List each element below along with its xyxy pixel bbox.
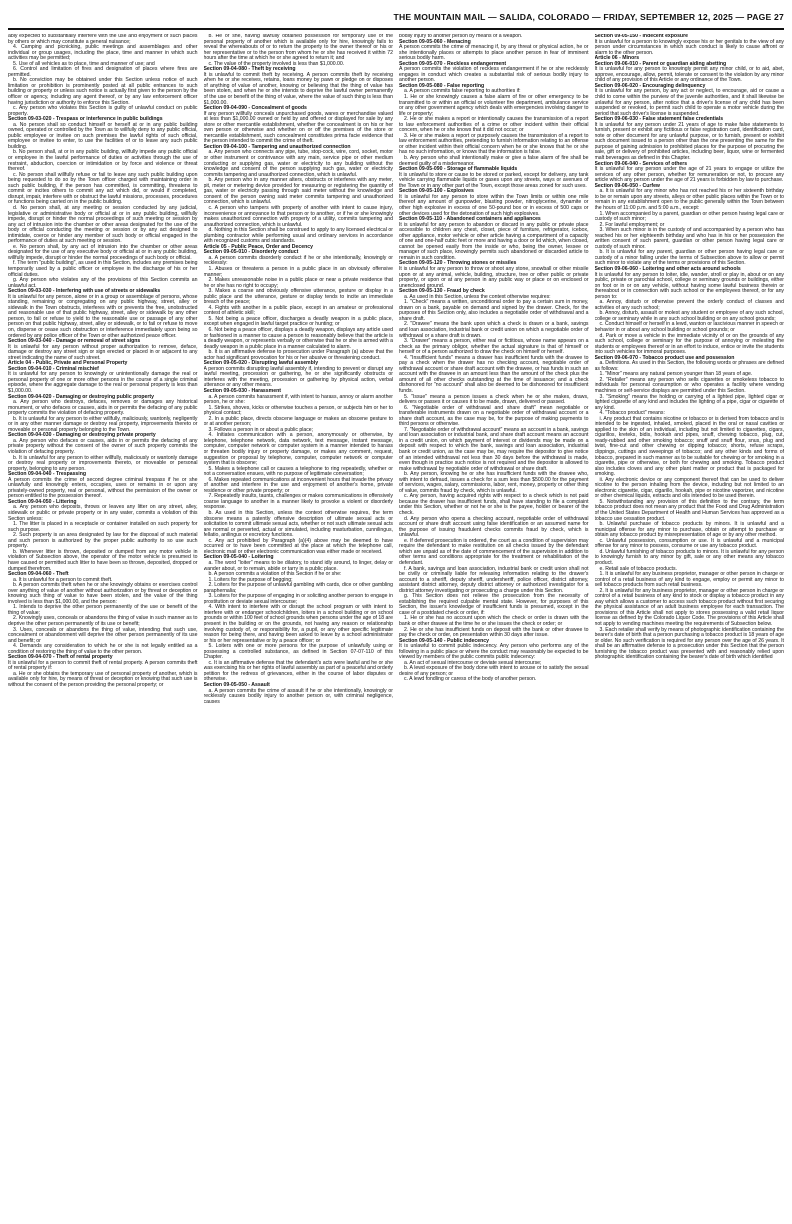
- paragraph: a. It is unlawful for a person to commit theft.: [13, 576, 113, 583]
- paragraph: 3. He or she makes a report or purposely causes the transmission of a report to law enforcement authorities, pretending to furnish information relating to an offense or other incident within their official concern when he or she knows that he or she has no such information, or knows that the information is false.: [399, 132, 589, 156]
- paragraph: a. Any person who deposits, throws or leaves any litter on any street, alley, sidewalk or public or private property or in any water, commits a violation of this Section unless:: [8, 504, 198, 522]
- section-heading: Section 09-05-150 - Indecent exposure: [594, 34, 688, 39]
- paragraph: c. Conduct himself or herself in a lewd, wanton or lascivious manner in speech or behavior in or about any school building or school grounds; or: [594, 321, 784, 333]
- paragraph: c. Any person who violates this Section is guilty of unlawful conduct on public property.: [8, 105, 198, 117]
- paragraph: a. Any person who connects any pipe, tube, stop-cock, wire, cord, socket, motor or other instrument or contrivance with any main, service pipe or other medium conducting or supplying gas, water or electricity to any building without the knowledge and consent of the person supplying such gas, water or electricity commits tampering and unauthorized connection, which is unlawful.: [203, 149, 393, 178]
- paragraph: It is unlawful for a person to commit theft of rental property. A person commits theft of rental property if:: [8, 659, 198, 672]
- paragraph: 1. It is unlawful for any business proprietor, manager or other person in charge or control of a retail business of any kind to engage, employ or permit any minor to sell tobacco products from such retail business.: [594, 571, 784, 589]
- paragraph: 6. Makes repeated communications at inconvenient hours that invade the privacy of another and interfere in the use and enjoyment of another's home, private residence or other private property; or: [203, 476, 393, 494]
- paragraph: c. Any person, having acquired rights with respect to a check which is not paid because the drawer has insufficient funds, shall have standing to file a complaint under this Section, whether or not he or she is the payee, holder or bearer of the check.: [399, 493, 589, 517]
- paragraph: g. This Section does not relieve the prosecution from the necessity of establishing the required culpable mental state. However, for purposes of this Section, the issuer's knowledge of insufficient funds is presumed, except in the case of a postdated check or order, if:: [399, 593, 589, 616]
- section-heading: Section 09-05-090 - Storage of flammable liquids: [399, 166, 518, 173]
- paragraph: It is unlawful for any person, by any act or neglect, to encourage, aid or cause a child to come within the purview of the juvenile authorities, and it shall likewise be unlawful for any person, after notice that a driver's license of any child has been suspended or revoked, to permit such child to operate a motor vehicle during the period that such driver's license is suspended.: [594, 88, 784, 117]
- paragraph: 5. Loiters with one or more persons for the purpose of unlawfully using or possessing a controlled substance, as defined in Section 07-07-110 of this Chapter.: [203, 643, 393, 661]
- section-heading: Section 09-04-030 - Damaging or destroying private property: [8, 432, 156, 439]
- page-header: [8, 6, 784, 30]
- paragraph: b. It is unlawful for any person to either willfully, maliciously, wantonly, negligently or in any other manner damage or destroy real property, improvements thereto or moveable or personal property belonging to the Town.: [8, 415, 198, 433]
- paragraph: 1. The litter is placed in a receptacle or container installed on such property for such purpose.: [8, 521, 198, 533]
- paragraph: a. Any person who destroys, defaces, removes or damages any historical monument, or who defaces or causes, aids in or permits the defacing of any public property commits the violation of defacing property.: [8, 399, 198, 417]
- section-heading: Section 09-05-100 - Explosives: [399, 188, 474, 195]
- paragraph: It is unlawful for any person to abandon or discard in any public or private place accessible to children any chest, closet, piece of furniture, refrigerator, icebox, other appliance, motor vehicle or other article having a compartment of a capacity of one and one-half cubic feet or more and having a door or lid which, when closed, cannot be opened easily from the inside or who, being the owner, lessee or manager of such place, knowingly permits such abandoned or discarded article to remain in such condition.: [399, 221, 589, 261]
- paragraph: It is unlawful for any person under 21 years of age to make false statements to furnish, present or exhibit any fictitious or false registration card, identification card, note or other document for any unlawful purpose, or to furnish, present or exhibit such document issued to a person other than the one presenting the same for the purpose of gaining admission to prohibited places for the purpose of procuring the sale, gift or delivery of prohibited articles, including beer, liquor, wine or fermented malt beverages as defined in this Chapter.: [594, 121, 784, 162]
- column-1: [8, 34, 198, 1216]
- paragraph: 5. Not being a peace officer, discharges a deadly weapon in a public place, except when engaged in lawful target practice or hunting; or: [203, 315, 393, 328]
- paragraph: 1. He or she has no account upon which the check or order is drawn with the bank or other drawee at the time he or she issues the check or order; or: [399, 615, 589, 627]
- section-heading: Section 09-05-140 - Public indecency: [399, 637, 489, 644]
- section-heading: Section 09-05-110 - Abandoned containers and appliances: [399, 216, 541, 223]
- paragraph: It is unlawful for any person to throw or shoot any stone, snowball or other missile upon or at any animal, vehicle, building, structure, tree or other public or private property, or upon or at any person in any public way or place or on enclosed or unenclosed ground.: [399, 265, 589, 289]
- section-heading: Section 09-06-060 - Loitering and other acts around schools: [594, 265, 741, 272]
- section-heading: Section 09-05-010 - Disorderly conduct: [203, 249, 299, 256]
- section-heading: Section 09-03-030 - Interfering with use of streets or sidewalks: [8, 288, 161, 295]
- paragraph: It is unlawful for any person, alone or in a group or assemblage of persons, whose standing, remaining or congregating on any public highway, street, alley or sidewalk in the Town obstructs, interferes with or prevents the free, unobstructed and reasonable use of that public highway, street, alley or sidewalk by any other person, to fail or refuse to yield to the reasonable use or passage of any other person on that public highway, street, alley or sidewalk, or to fail or refuse to move on, disperse or cease such obstruction or interference immediately upon being so ordered by any police officer of the Town or other authorized peace officer.: [8, 293, 198, 339]
- paragraph: a. An act of sexual intercourse or deviate sexual intercourse;: [404, 659, 542, 666]
- section-heading: Section 09-06-030 - False statement false credentials: [594, 116, 724, 123]
- paragraph: c. Unlawful possession, consumption or use. It is unlawful and a municipal offense for any minor to possess, consume or use any tobacco product.: [594, 537, 784, 550]
- paragraph: 4. Camping and picnicking, public meetings and assemblages and other individual or group usages, including the place, time and manner in which such activities may be permitted;: [8, 44, 198, 62]
- paragraph: It is unlawful for any person to loiter, idle, wander, stroll or play in, about or on any public, private or parochial school, college or seminary grounds or buildings, either on foot or in or on any vehicle, without having some lawful business therein or thereabout or in connection with such school or the employees thereof, or for any person to:: [594, 271, 784, 300]
- paragraph: ii. Any electronic device or any component thereof that can be used to deliver nicotine to the person inhaling from the device, including but not limited to an electronic cigarette, cigar, cigarillo, hookah, pipe or nicotine vaporizer, and nicotine or other chemical liquids, extracts and oils intended to be used therein.: [594, 476, 784, 500]
- paragraph: 6. Not being a peace officer, displays a deadly weapon, displays any article used or fashioned in a manner to cause a person to reasonably believe that the article is a deadly weapon, or represents verbally or otherwise that he or she is armed with a deadly weapon in a public place in a manner calculated to alarm.: [203, 326, 393, 350]
- section-heading: Section 09-03-020 - Trespass or interference in public buildings: [8, 116, 163, 123]
- paragraph: a. The word "loiter" means to be dilatory, to stand idly around, to linger, delay or wander about, or to remain, abide or tarry in a public place.: [203, 559, 393, 572]
- paragraph: d. Unlawful furnishing of tobacco products to minors. It is unlawful for any person to knowingly furnish to any minor by gift, sale or any other means any tobacco product.: [594, 548, 784, 566]
- section-heading: Section 09-04-090 - Concealment of goods: [203, 105, 307, 112]
- paragraph: 1. "Check" means a written, unconditional order to pay a certain sum in money, drawn on a bank, payable on demand and signed by the drawer. Check, for the purposes of this Section only, also includes a negotiable order of withdrawal and a share draft.: [399, 299, 589, 322]
- paragraph: It is unlawful for any person to knowingly or unintentionally damage the real or personal property of one or more other persons in the course of a single criminal episode, where the aggregate damage to the real or personal property is less than $1,000.00.: [8, 371, 198, 394]
- section-heading: Section 09-04-070 - Theft of rental property: [8, 654, 113, 661]
- paragraph: It is unlawful for any person under the age of 21 years to engage or utilize the services of any other person, whether for remuneration or not, to procure any article which any person under the age of 21 years is forbidden by law to purchase.: [594, 166, 784, 184]
- paragraph: 2. "Drawee" means the bank upon which a check is drawn or a bank, savings and loan association, industrial bank or credit union on which a negotiable order of withdrawal or a share draft is drawn.: [399, 321, 589, 339]
- paragraph: It is unlawful to commit public indecency. Any person who performs any of the following in a public place or where the conduct may reasonably be expected to be viewed by members of the public commits public indecency:: [399, 643, 589, 661]
- paragraph: 5. Use of all vehicles as to place, time and manner of use; and: [13, 60, 155, 67]
- paragraph: b. A lewd exposure of the body done with intent to arouse or to satisfy the sexual desire of any person; or: [399, 665, 589, 677]
- paragraph: 6. "Negotiable order of withdrawal and share draft" mean negotiable or transferable instruments drawn on a negotiable order of withdrawal account or a share draft account, as the case may be, for the purpose of making payments to third persons or otherwise.: [399, 404, 589, 428]
- paragraph: a. Any person who defaces or causes, aids in or permits the defacing of any private property without the consent of the owner of such property commits the violation of defacing property.: [8, 437, 198, 456]
- paragraph: It is unlawful for any person to knowingly permit any minor child, or to aid, abet, approve, encourage, allow, permit, tolerate or consent to the violation by any minor child of any provision of this Article or any ordinance of the Town.: [594, 66, 784, 84]
- paragraph: b. Unlawful purchase of tobacco products by minors. It is unlawful and a municipal offense for any minor to purchase, obtain or attempt to purchase or obtain any tobacco product by misrepresentation of age or by any other method.: [594, 521, 784, 539]
- column-4: [595, 34, 785, 1216]
- paragraph: A person commits the crime of menacing if, by any threat or physical action, he or she intentionally places or attempts to place another person in fear of imminent serious bodily harm.: [399, 44, 589, 62]
- section-heading: Article 05 - Public Peace, Order and Decency: [203, 243, 313, 250]
- paragraph: f. The term "public building", as used in this Section, includes any premises being temporarily used by a public officer or employee in the discharge of his or her official duties.: [8, 260, 198, 278]
- section-heading: Section 09-04-060 - Theft: [8, 571, 69, 578]
- paragraph: bodily injury to another person by means of a weapon.: [399, 34, 523, 39]
- paragraph: 2. Makes unreasonable noise in a public place or near a private residence that he or she has no right to occupy;: [203, 277, 393, 289]
- paragraph: b. He or she, having lawfully obtained possession for temporary use of the personal property of another which is available only for hire, knowingly fails to reveal the whereabouts of or to return the property to the owner thereof or his or her representative or to the person from whom he or she has received it within 72 hours after the time at which he or she agreed to return it; and: [203, 34, 393, 62]
- paragraph: 2. It is unlawful for any business proprietor, manager or other person in charge or control of a retail business of any kind to stock or display a tobacco product in any way which allows a customer to access such tobacco product without first securing the physical assistance of an adult business employee for each transaction. The provisions of this Article shall not apply to stores possessing a valid retail liquor license as defined by the Colorado Liquor Code. The provisions of this Article shall not apply to vending machines meeting the requirements of Subsection below.: [594, 587, 784, 627]
- paragraph: 4. Initiates communication with a person, anonymously or otherwise, by telephone, telephone network, data network, text message, instant message, computer, computer network or computer system in a manner intended to harass or threaten bodily injury or property damage, or makes any comment, request, suggestion or proposal by telephone, computer, computer network or computer system that is obscene;: [203, 432, 393, 467]
- paragraph: e. If deferred prosecution is ordered, the court as a condition of supervision may require the defendant to make restitution on all checks issued by the defendant which are unpaid as of the date of commencement of the supervision in addition to other terms and conditions appropriate for the treatment or rehabilitation of the defendant.: [399, 537, 589, 566]
- paragraph: 4. "Tobacco product" means:: [599, 410, 665, 417]
- section-heading: Section 09-05-060 - Menacing: [399, 38, 471, 45]
- paragraph: 3. When such minor is in the custody of and accompanied by a person who has reached his or her eighteenth birthday and who has in his or her possession the written consent of such parent, guardian or other person having legal care or custody of such minor.: [594, 227, 784, 250]
- section-heading: Section 09-06-070 - Tobacco product use and possession: [594, 354, 735, 361]
- paragraph: f. A bank, savings and loan association, industrial bank or credit union shall not be civilly or criminally liable for releasing information relating to the drawer's account to a sheriff, deputy sheriff, undersheriff, police officer, district attorney, assistant district attorney, deputy district attorney or authorized investigator for a district attorney investigating or prosecuting a charge under this Section.: [399, 565, 589, 594]
- paragraph: a. He or she obtains the temporary use of personal property of another, which is available only for hire, by means of threat or deception or knowing that such use is without the consent of the person providing the personal property; or: [8, 670, 198, 688]
- paragraph: b. It is unlawful for any parent, guardian or other person having legal care or custody of a minor falling under the terms of Subsection above to allow or permit such minor to violate any of the terms or provisions of this Section.: [594, 249, 784, 267]
- paragraph: a. A person commits harassment if, with intent to harass, annoy or alarm another person, he or she:: [203, 393, 393, 406]
- paragraph: 7. Repeatedly insults, taunts, challenges or makes communications in offensively coarse language to another in a manner likely to provoke a violent or disorderly response.: [203, 493, 393, 511]
- section-heading: Section 09-05-020 - Disrupting lawful assembly: [203, 360, 319, 367]
- section-heading: Section 09-04-040 - Trespassing: [8, 471, 87, 478]
- paragraph: 2. Such property is an area designated by law for the disposal of such material and such person is authorized by the proper public authority to so use such property.: [8, 532, 198, 550]
- section-heading: Section 09-04-050 - Littering: [8, 498, 77, 505]
- section-heading: Section 09-05-120 - Throwing stones or missiles: [399, 260, 517, 267]
- paragraph: g. Any person who violates any of the provisions of this Section commits an unlawful act.: [8, 277, 198, 289]
- paragraph: 1. "Minor" means any natural person younger than 18 years of age.: [599, 371, 753, 378]
- paragraph: d. Nothing in this Section shall be construed to apply to any licensed electrical or plumbing contractor while performing usual and ordinary services in accordance with recognized customs and standards.: [203, 227, 393, 245]
- paragraph: b. No conviction may be obtained under this Section unless notice of such limitation or prohibition is prominently posted at all public entrances to such building or property or unless such notice is actually first given to the person by the officer or agency, including any agent thereof, or by any law enforcement officer having jurisdiction or authority to enforce this Section.: [8, 77, 198, 106]
- section-heading: Section 09-06-010 - Parent or guardian aiding abetting: [594, 60, 727, 67]
- section-heading: Section 09-03-040 - Damage or removal of street signs: [8, 338, 141, 345]
- paragraph: If any person willfully conceals unpurchased goods, wares or merchandise valued at less than $1,000.00 owned or held by and offered or displayed for sale by any store or other mercantile establishment, whether the concealment is on his or her own person or otherwise and whether on or off the premises of the store or mercantile establishment, such concealment constitutes prima facie evidence that the person intended to commit the crime of theft.: [203, 110, 393, 145]
- paragraph: It is unlawful for a person to knowingly expose his or her genitals to the view of any person under circumstances in which such conduct is likely to cause affront or alarm to the other person.: [594, 38, 784, 56]
- paragraph: b. Any person who in any manner alters, obstructs or interferes with any meter, pit, meter or metering device provided for measuring or registering the quantity of gas, water or electricity passing through said meter without the knowledge and consent of the person owning said meter commits tampering and unauthorized connection, which is unlawful.: [203, 177, 393, 206]
- paragraph: 6. Control and limitation of fires and designation of places where fires are permitted.: [8, 66, 198, 78]
- paragraph: 4. Fights with another in a public place, except in an amateur or professional contest of athletic skill;: [203, 304, 393, 317]
- paragraph: 5. Makes a telephone call or causes a telephone to ring repeatedly, whether or not a conversation ensues, with no purpose of legitimate conversation;: [203, 465, 393, 478]
- paragraph: A person commits the violation of reckless endangerment if he or she recklessly engages in conduct which creates a substantial risk of serious bodily injury to another person.: [399, 66, 589, 84]
- section-heading: Article 06 - Minors: [594, 55, 640, 62]
- paragraph: 2. "Retailer" means any person who sells cigarettes or smokeless tobacco to individuals for personal consumption or who operates a facility where vending machines or self-service displays are permitted under this Section.: [594, 376, 784, 394]
- paragraph: b. As used in this Section, unless the context otherwise requires, the term obscene means a patently offensive description of ultimate sexual acts or solicitation to commit ultimate sexual acts, whether or not such ultimate sexual acts are normal or perverted, actual or simulated, including masturbation, cunnilingus, fellatio, anilingus or excretory functions.: [203, 510, 393, 539]
- paragraph: c. No person shall willfully refuse or fail to leave any such public building upon being requested to do so by the Town officer charged with maintaining order in such public building, if the person has committed, is committing, threatens to commit or incites others to commit any act which did, or would if completed, disrupt, impair, interfere with or obstruct the lawful missions, processes, procedures or functions being carried on in the public building.: [8, 171, 198, 206]
- paragraph: a. It is unlawful for any minor who has not reached his or her sixteenth birthday to be or remain upon any streets, alleys or other public places within the Town or to remain in any establishment open to the public generally within the Town between the hours of 11:00 p.m. and 5:00 a.m., except:: [594, 188, 784, 211]
- paragraph: 3. Loiters for the purpose of engaging in or soliciting another person to engage in prostitution or deviate sexual intercourse;: [203, 593, 393, 605]
- section-heading: Section 09-05-130 - Fraud by check: [399, 288, 485, 295]
- paragraph: ably expected to substantially interfere with the use and enjoyment of such places by others or which may constitute a general nuisance;: [8, 34, 198, 45]
- section-heading: Article 04 - Public, Private and Personal Property: [8, 360, 128, 367]
- paragraph: c. A lewd fondling or caress of the body of another person.: [404, 676, 537, 683]
- paragraph: b. A person commits theft when he or she knowingly obtains or exercises control over anything of value of another without authorization or by threat or deception or knowing such thing of value to have been stolen, and the value of the thing involved is less than $1,000.00, and the person:: [8, 582, 198, 605]
- column-2: [204, 34, 394, 1216]
- paragraph: It is unlawful for any person without proper authorization to remove, deface, damage or destroy any street sign or sign erected or placed in or adjacent to any street indicating the name of such street.: [8, 343, 198, 361]
- paragraph: 2. Loiters for the purpose of unlawful gambling with cards, dice or other gambling paraphernalia;: [203, 582, 393, 594]
- paragraph: b. Whenever litter is thrown, deposited or dumped from any motor vehicle in violation of Subsection above, the operator of the motor vehicle is presumed to have caused or permitted such litter to have been so thrown, deposited, dropped or dumped therefrom.: [8, 548, 198, 572]
- paragraph: a. Definitions. As used in this Section, the following words or phrases are defined as follows:: [594, 360, 784, 372]
- paragraph: b. Annoy, disturb, assault or molest any student or employee of any such school, college or seminary while in any such school building or on any school grounds;: [594, 310, 784, 322]
- paragraph: a. As used in this Section, unless the context otherwise requires:: [404, 293, 551, 300]
- paragraph: 3. Makes a coarse and obviously offensive utterance, gesture or display in a public place and the utterance, gesture or display tends to incite an immediate breach of the peace;: [203, 288, 393, 306]
- paragraph: a. No person shall so conduct himself or herself at or in any public building owned, operated or controlled by the Town as to willfully deny to any public official, public employee or invitee on such premises the lawful rights of such official, employee or invitee to enter, to use the facilities of or to leave any such public building.: [8, 121, 198, 150]
- paragraph: a. A person commits disorderly conduct if he or she intentionally, knowingly or recklessly:: [203, 254, 393, 267]
- paragraph: 4. Demands any consideration to which he or she is not legally entitled as a condition of restoring the thing of value to the other person.: [8, 643, 198, 655]
- paragraph: 5. "Issue" means a person issues a check when he or she makes, draws, delivers or passes it or causes it to be made, drawn, delivered or passed.: [399, 393, 589, 406]
- paragraph: 2. He or she has insufficient funds on deposit with the bank or other drawee to pay the check or order, on presentation within 30 days after issue.: [399, 626, 589, 639]
- paragraph: b. It is unlawful for any person to either willfully, maliciously or wantonly damage or destroy real property or improvements thereto, or moveable or personal property, belonging to any person.: [8, 454, 198, 472]
- paragraph: i. Any product that contains nicotine or tobacco or is derived from tobacco and is intended to be ingested, inhaled, smoked, placed in the oral or nasal cavities or applied to the skin of an individual, including but not limited to cigarettes, cigars, cigarillos, kreteks, bidis, hookah and pipes, snuff, chewing tobacco, plug, cut, ready-rubbed and other smoking tobacco; snuff and snuff flour, snus, plug and twist, fine-cut and other chewing or dipping tobacco; shorts, refuse scraps, clippings, cuttings and sweepings of tobacco; and any other kinds and forms of tobacco, prepared in such manner as to be suitable for chewing or for smoking in a cigarette, pipe or otherwise, or both for chewing and smoking. Tobacco product also includes cloves and any other plant matter or product that is packaged for smoking.: [594, 415, 784, 478]
- paragraph: e. Retail sale of tobacco products.: [599, 565, 677, 572]
- section-heading: Section 09-05-080 - False reporting: [399, 82, 485, 89]
- section-heading: Section 09-04-020 - Damaging or destroying public property: [8, 393, 154, 400]
- section-heading: Section 09-06-050 - Curfew: [594, 182, 660, 189]
- paragraph: 2. For lawful employment; or: [599, 221, 665, 228]
- section-heading: Section 09-06-020 - Encouraging delinquency: [594, 82, 706, 89]
- paragraph: 5. Notwithstanding any provision of this definition to the contrary, the term tobacco product does not mean any product that the Food and Drug Administration of the United States Department of Health and Human Services has approved as a tobacco use cessation product.: [594, 498, 784, 522]
- paragraph: c. The value of the property involved is less than $1,000.00.: [208, 60, 345, 67]
- paragraph: d. Any person who opens a checking account, negotiable order of withdrawal account or share draft account using false identification or an assumed name for the purpose of issuing fraudulent checks commits fraud by check, which is unlawful.: [399, 515, 589, 539]
- paragraph: It is unlawful for any person to store within the Town limits or within one mile thereof any amount of gunpowder, blasting powder, nitroglycerine, dynamite or other high explosive in excess of one 50-pound box or in excess of 500 caps or other devices used for the detonation of such high explosives.: [399, 193, 589, 217]
- section-heading: Section 09-04-080 - Theft by receiving: [203, 66, 296, 73]
- paragraph: a. A person commits the crime of assault if he or she intentionally, knowingly or recklessly causes bodily injury to another person or, with criminal negligence, causes: [203, 687, 393, 705]
- paragraph: 3. Uses, conceals or abandons the thing of value, intending that such use, concealment or abandonment will deprive the other person permanently of its use and benefit; or: [8, 626, 198, 644]
- paragraph: d. Park or move a vehicle in the immediate vicinity of or on the grounds of any such school, college or seminary for the purpose of annoying or molesting the students or employees thereof or in an effort to induce, entice or invite the students into such vehicles for immoral purposes.: [594, 332, 784, 356]
- column-3: [399, 34, 589, 1216]
- paragraph: 3. Each retailer shall verify by means of photographic identification containing the bearer's date of birth that a person purchasing a tobacco product is 18 years of age or older. No such verification is required for any person over the age of 26 years. It shall be an affirmative defense to a prosecution under this Section that the person furnishing the tobacco product was presented with and reasonably relied upon photographic identification containing the bearer's date of birth which identified: [594, 626, 784, 661]
- paragraph: 2. Knowingly uses, conceals or abandons the thing of value in such manner as to deprive the other person permanently of its use or benefit;: [8, 615, 198, 627]
- paragraph: d. No person shall, at any meeting or session conducted by any judicial, legislative or administrative body or official at or in any public building, willfully impede, disrupt or hinder the normal proceedings of such meeting or session by any act of intrusion into the chamber or other areas designated for the use of the body or official conducting the meeting or session or by any act designed to intimidate, coerce or hinder any member of such body or official engaged in the performance of duties at such meeting or session.: [8, 204, 198, 245]
- paragraph: b. It is an affirmative defense to prosecution under Paragraph (a) above that the actor had significant provocation for his or her abusive or threatening conduct.: [203, 349, 393, 361]
- paragraph: 1. Abuses or threatens a person in a public place in an obviously offensive manner;: [203, 265, 393, 278]
- section-heading: Section 09-05-040 - Loitering: [203, 554, 274, 561]
- section-heading: Section 09-06-040 - Services of others: [594, 160, 688, 167]
- paragraph: It is unlawful to store or cause to be stored or parked, except for delivery, any tank vehicle carrying flammable liquids or gases upon any streets, ways or avenues of the Town or in any other part of the Town, except those areas zoned for such uses.: [399, 171, 589, 189]
- paragraph: c. It is an affirmative defense that the defendant's acts were lawful and he or she was exercising his or her rights of lawful assembly as part of a peaceful and orderly petition for the redress of grievances, either in the course of labor disputes or otherwise.: [203, 659, 393, 683]
- paragraph: 7. "Negotiable order of withdrawal account" means an account in a bank, savings and loan association or industrial bank, and share draft account means an account in a credit union, on which payment of interest or dividends may be made on a deposit with respect to which the bank, savings and loan association, industrial bank or credit union, as the case may be, may require the depositor to give notice of an intended withdrawal not less than 30 days before the withdrawal is made, even though in practice such notice is not required and the depositor is allowed to make withdrawal by negotiable order of withdrawal or share draft.: [399, 426, 589, 472]
- section-heading: Section 09-05-030 - Harassment: [203, 388, 281, 394]
- paragraph: b. No person shall, at or in any public building, willfully impede any public official or employee in the lawful performance of duties or activities through the use of restraint, abduction, coercion or intimidation or by force and violence or threat thereof.: [8, 149, 198, 173]
- paragraph: b. A person commits a violation of this Section if he or she:: [208, 571, 342, 578]
- paragraph: b. Any person, knowing he or she has insufficient funds with the drawee who, with intent to defraud, issues a check for a sum less than $500.00 for the payment of services, wages, salary, commissions, labor, rent, money, property or other thing of value, commits fraud by check, which is unlawful.: [399, 471, 589, 494]
- paragraph: 1. Strikes, shoves, kicks or otherwise touches a person, or subjects him or her to physical contact;: [203, 404, 393, 417]
- paragraph: 3. "Drawer" means a person, either real or fictitious, whose name appears on a check as the primary obligor, whether the actual signature is that of himself or herself or of a person authorized to draw the check on himself or herself.: [399, 338, 589, 356]
- paragraph: A person commits disrupting lawful assembly if, intending to prevent or disrupt any lawful meeting, procession or gathering, he or she significantly obstructs or interferes with the meeting, procession or gathering by physical action, verbal utterance or any other means.: [203, 365, 393, 389]
- paragraph: 2. In a public place, directs obscene language or makes an obscene gesture to or at another person;: [203, 415, 393, 428]
- paragraph: 3. Follows a person in or about a public place;: [208, 426, 314, 433]
- paragraph: 4. With intent to interfere with or disrupt the school program or with intent to interfere with or endanger schoolchildren, loiters in a school building or on school grounds or within 100 feet of school grounds when persons under the age of 18 are present in the building or on the grounds, not having any reason or relationship involving custody of, or responsibility for, a pupil, or any other specific legitimate reason for being there, and having been asked to leave by a school administrator or his or her representative or by a peace officer; or: [203, 604, 393, 644]
- paragraph: c. A person who tampers with property of another with intent to cause injury, inconvenience or annoyance to that person or to another, or if he or she knowingly makes unauthorized connection with property of a utility, commits tampering and unauthorized connection, which is unlawful.: [203, 204, 393, 228]
- paragraph: 1. Intends to deprive the other person permanently of the use or benefit of the thing of value;: [8, 604, 198, 616]
- section-heading: Section 09-04-100 - Tampering and unauthorized connection: [203, 143, 351, 150]
- paragraph: a. Annoy, disturb or otherwise prevent the orderly conduct of classes and activities of any such school;: [594, 299, 784, 311]
- header-text: THE MOUNTAIN MAIL — SALIDA, COLORADO — FRIDAY, SEPTEMBER 12, 2025 — PAGE 27: [393, 12, 784, 22]
- section-heading: Section 09-05-070 - Reckless endangerment: [399, 60, 507, 67]
- paragraph: 3. "Smoking" means the holding or carrying of a lighted pipe, lighted cigar or lighted cigarette of any kind and includes the lighting of a pipe, cigar or cigarette of any kind.: [594, 393, 784, 411]
- paragraph: b. Any person who shall intentionally make or give a false alarm of fire shall be deemed guilty of a misdemeanor.: [399, 155, 589, 167]
- paragraph: 1. Loiters for the purpose of begging;: [208, 576, 293, 583]
- article-columns: [8, 34, 784, 1216]
- paragraph: 1. When accompanied by a parent, guardian or other person having legal care or custody of such minor;: [594, 210, 784, 223]
- paragraph: e. No person shall, by any act of intrusion into the chamber or other areas designated for the use of any executive body or official at or in any public building, willfully impede, disrupt or hinder the normal proceedings of such body or official.: [8, 243, 198, 261]
- section-heading: Section 09-05-050 - Assault: [203, 681, 270, 688]
- paragraph: A person commits the crime of second degree criminal trespass if he or she unlawfully and knowingly enters, occupies, uses or remains in or upon any privately-owned property, real or personal, without the permission of the owner or person entitled to the possession thereof.: [8, 476, 198, 500]
- paragraph: a. A person commits false reporting to authorities if:: [404, 88, 521, 95]
- paragraph: It is unlawful to commit theft by receiving. A person commits theft by receiving when he or she receives, retains, loans money by pawn or pledge on or disposes of anything of value of another, knowing or believing that the thing of value has been stolen, and when he or she intends to deprive the lawful owner permanently of the use or benefit of the thing of value, where the value of such thing is less than $1,000.00.: [203, 71, 393, 106]
- paragraph: 1. He or she knowingly causes a false alarm of fire or other emergency to be transmitted to or within an official or volunteer fire department, ambulance service or any other government agency which deals with emergencies involving danger to life or property;: [399, 94, 589, 117]
- paragraph: 4. "Insufficient funds" means a drawer has insufficient funds with the drawee to pay a check when the drawer has no checking account, negotiable order of withdrawal account or share draft account with the drawee, or has funds in such an account with the drawee in an amount less than the amount of the check plus the amount of all other checks outstanding at the time of issuance; and a check dishonored for "no account" shall also be deemed to be dishonored for insufficient funds.: [399, 354, 589, 394]
- paragraph: 2. He or she makes a report or intentionally causes the transmission of a report to law enforcement authorities of a crime or other incident within their official concern, when he or she knows that it did not occur; or: [399, 116, 589, 134]
- section-heading: Section 09-04-010 - Criminal mischief: [8, 365, 99, 372]
- paragraph: c. Any act prohibited by Paragraph (a)(4) above may be deemed to have occurred or to have been committed at the place at which the telephone call, electronic mail or other electronic communication was either made or received.: [203, 537, 393, 555]
